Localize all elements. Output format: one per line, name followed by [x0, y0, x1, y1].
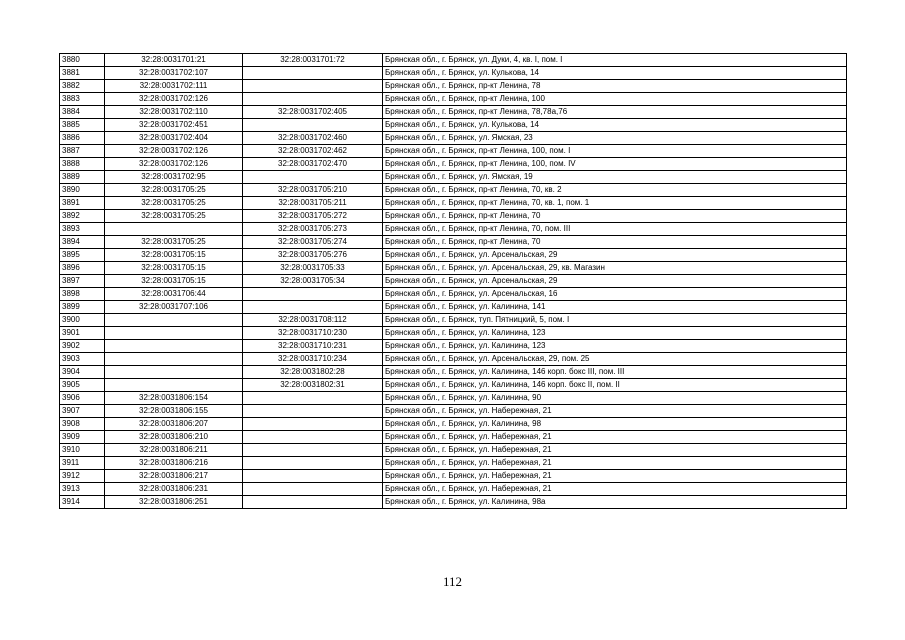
cadastral-number-cell: 32:28:0031705:25 — [105, 210, 243, 223]
table-row — [60, 171, 847, 184]
table-row — [60, 327, 847, 340]
row-number-cell: 3905 — [60, 379, 105, 392]
table-row — [60, 54, 847, 67]
table-row — [60, 457, 847, 470]
address-cell: Брянская обл., г. Брянск, ул. Калинина, 98а — [383, 496, 847, 509]
address-cell: Брянская обл., г. Брянск, ул. Ямская, 19 — [383, 171, 847, 184]
address-cell: Брянская обл., г. Брянск, ул. Набережная, 21 — [383, 444, 847, 457]
address-cell: Брянская обл., г. Брянск, ул. Калинина, 146 корп. бокс II, пом. II — [383, 379, 847, 392]
table-row — [60, 392, 847, 405]
row-number-cell: 3890 — [60, 184, 105, 197]
table-row — [60, 262, 847, 275]
table-row — [60, 405, 847, 418]
related-cadastral-number-cell — [243, 119, 383, 132]
row-number-cell: 3892 — [60, 210, 105, 223]
address-cell: Брянская обл., г. Брянск, ул. Калинина, 123 — [383, 340, 847, 353]
related-cadastral-number-cell: 32:28:0031710:230 — [243, 327, 383, 340]
cadastral-number-cell: 32:28:0031702:111 — [105, 80, 243, 93]
row-number-cell: 3902 — [60, 340, 105, 353]
address-cell: Брянская обл., г. Брянск, ул. Арсенальская, 29, пом. 25 — [383, 353, 847, 366]
address-cell: Брянская обл., г. Брянск, пр-кт Ленина, 70 — [383, 236, 847, 249]
cadastral-number-cell: 32:28:0031705:15 — [105, 275, 243, 288]
row-number-cell: 3903 — [60, 353, 105, 366]
cadastral-number-cell: 32:28:0031806:217 — [105, 470, 243, 483]
row-number-cell: 3897 — [60, 275, 105, 288]
row-number-cell: 3910 — [60, 444, 105, 457]
row-number-cell: 3893 — [60, 223, 105, 236]
row-number-cell: 3906 — [60, 392, 105, 405]
related-cadastral-number-cell — [243, 405, 383, 418]
address-cell: Брянская обл., г. Брянск, ул. Ямская, 23 — [383, 132, 847, 145]
table-row — [60, 496, 847, 509]
table-row — [60, 210, 847, 223]
cadastral-number-cell: 32:28:0031806:207 — [105, 418, 243, 431]
related-cadastral-number-cell: 32:28:0031705:273 — [243, 223, 383, 236]
table-row — [60, 418, 847, 431]
table-row — [60, 158, 847, 171]
address-cell: Брянская обл., г. Брянск, ул. Арсенальская, 16 — [383, 288, 847, 301]
property-registry-table — [59, 53, 847, 509]
cadastral-number-cell: 32:28:0031705:15 — [105, 262, 243, 275]
related-cadastral-number-cell: 32:28:0031705:274 — [243, 236, 383, 249]
row-number-cell: 3911 — [60, 457, 105, 470]
table-row — [60, 275, 847, 288]
registry-table-body — [60, 54, 847, 509]
table-row — [60, 106, 847, 119]
row-number-cell: 3884 — [60, 106, 105, 119]
related-cadastral-number-cell — [243, 288, 383, 301]
address-cell: Брянская обл., г. Брянск, пр-кт Ленина, 100, пом. I — [383, 145, 847, 158]
address-cell: Брянская обл., г. Брянск, ул. Набережная, 21 — [383, 470, 847, 483]
related-cadastral-number-cell: 32:28:0031802:28 — [243, 366, 383, 379]
address-cell: Брянская обл., г. Брянск, ул. Калинина, 146 корп. бокс III, пом. III — [383, 366, 847, 379]
table-row — [60, 353, 847, 366]
cadastral-number-cell: 32:28:0031702:404 — [105, 132, 243, 145]
related-cadastral-number-cell — [243, 67, 383, 80]
row-number-cell: 3908 — [60, 418, 105, 431]
related-cadastral-number-cell: 32:28:0031802:31 — [243, 379, 383, 392]
address-cell: Брянская обл., г. Брянск, пр-кт Ленина, 78 — [383, 80, 847, 93]
table-row — [60, 145, 847, 158]
table-row — [60, 80, 847, 93]
related-cadastral-number-cell: 32:28:0031701:72 — [243, 54, 383, 67]
cadastral-number-cell: 32:28:0031702:95 — [105, 171, 243, 184]
related-cadastral-number-cell — [243, 93, 383, 106]
cadastral-number-cell: 32:28:0031705:25 — [105, 184, 243, 197]
address-cell: Брянская обл., г. Брянск, ул. Кулькова, 14 — [383, 67, 847, 80]
address-cell: Брянская обл., г. Брянск, ул. Калинина, 90 — [383, 392, 847, 405]
table-row — [60, 366, 847, 379]
row-number-cell: 3901 — [60, 327, 105, 340]
row-number-cell: 3894 — [60, 236, 105, 249]
table-row — [60, 431, 847, 444]
address-cell: Брянская обл., г. Брянск, ул. Арсенальская, 29, кв. Магазин — [383, 262, 847, 275]
cadastral-number-cell — [105, 314, 243, 327]
table-row — [60, 132, 847, 145]
cadastral-number-cell: 32:28:0031705:25 — [105, 236, 243, 249]
related-cadastral-number-cell: 32:28:0031710:231 — [243, 340, 383, 353]
cadastral-number-cell: 32:28:0031702:126 — [105, 145, 243, 158]
related-cadastral-number-cell: 32:28:0031702:405 — [243, 106, 383, 119]
table-row — [60, 93, 847, 106]
row-number-cell: 3895 — [60, 249, 105, 262]
related-cadastral-number-cell: 32:28:0031705:33 — [243, 262, 383, 275]
related-cadastral-number-cell — [243, 171, 383, 184]
address-cell: Брянская обл., г. Брянск, ул. Арсенальская, 29 — [383, 249, 847, 262]
related-cadastral-number-cell: 32:28:0031705:211 — [243, 197, 383, 210]
related-cadastral-number-cell: 32:28:0031710:234 — [243, 353, 383, 366]
table-row — [60, 119, 847, 132]
address-cell: Брянская обл., г. Брянск, пр-кт Ленина, 70 — [383, 210, 847, 223]
cadastral-number-cell: 32:28:0031702:126 — [105, 93, 243, 106]
address-cell: Брянская обл., г. Брянск, ул. Калинина, 123 — [383, 327, 847, 340]
cadastral-number-cell: 32:28:0031702:451 — [105, 119, 243, 132]
address-cell: Брянская обл., г. Брянск, пр-кт Ленина, 100 — [383, 93, 847, 106]
row-number-cell: 3909 — [60, 431, 105, 444]
table-row — [60, 483, 847, 496]
row-number-cell: 3913 — [60, 483, 105, 496]
address-cell: Брянская обл., г. Брянск, ул. Арсенальская, 29 — [383, 275, 847, 288]
cadastral-number-cell: 32:28:0031806:211 — [105, 444, 243, 457]
cadastral-number-cell: 32:28:0031701:21 — [105, 54, 243, 67]
cadastral-number-cell: 32:28:0031702:110 — [105, 106, 243, 119]
related-cadastral-number-cell — [243, 431, 383, 444]
cadastral-number-cell: 32:28:0031806:216 — [105, 457, 243, 470]
related-cadastral-number-cell: 32:28:0031702:462 — [243, 145, 383, 158]
address-cell: Брянская обл., г. Брянск, ул. Набережная, 21 — [383, 431, 847, 444]
cadastral-number-cell: 32:28:0031707:106 — [105, 301, 243, 314]
row-number-cell: 3891 — [60, 197, 105, 210]
row-number-cell: 3880 — [60, 54, 105, 67]
row-number-cell: 3889 — [60, 171, 105, 184]
cadastral-number-cell: 32:28:0031806:251 — [105, 496, 243, 509]
related-cadastral-number-cell: 32:28:0031705:34 — [243, 275, 383, 288]
address-cell: Брянская обл., г. Брянск, пр-кт Ленина, 78,78а,76 — [383, 106, 847, 119]
related-cadastral-number-cell: 32:28:0031702:470 — [243, 158, 383, 171]
related-cadastral-number-cell — [243, 483, 383, 496]
row-number-cell: 3900 — [60, 314, 105, 327]
row-number-cell: 3886 — [60, 132, 105, 145]
row-number-cell: 3896 — [60, 262, 105, 275]
table-row — [60, 223, 847, 236]
related-cadastral-number-cell — [243, 457, 383, 470]
related-cadastral-number-cell — [243, 392, 383, 405]
address-cell: Брянская обл., г. Брянск, ул. Кулькова, 14 — [383, 119, 847, 132]
row-number-cell: 3907 — [60, 405, 105, 418]
cadastral-number-cell: 32:28:0031702:107 — [105, 67, 243, 80]
address-cell: Брянская обл., г. Брянск, пр-кт Ленина, 70, пом. III — [383, 223, 847, 236]
related-cadastral-number-cell: 32:28:0031702:460 — [243, 132, 383, 145]
table-row — [60, 67, 847, 80]
cadastral-number-cell: 32:28:0031806:231 — [105, 483, 243, 496]
address-cell: Брянская обл., г. Брянск, ул. Набережная, 21 — [383, 483, 847, 496]
table-row — [60, 444, 847, 457]
related-cadastral-number-cell — [243, 301, 383, 314]
table-row — [60, 197, 847, 210]
address-cell: Брянская обл., г. Брянск, пр-кт Ленина, 100, пом. IV — [383, 158, 847, 171]
cadastral-number-cell — [105, 327, 243, 340]
row-number-cell: 3887 — [60, 145, 105, 158]
table-row — [60, 184, 847, 197]
address-cell: Брянская обл., г. Брянск, ул. Калинина, 141 — [383, 301, 847, 314]
table-row — [60, 314, 847, 327]
table-row — [60, 301, 847, 314]
related-cadastral-number-cell: 32:28:0031705:210 — [243, 184, 383, 197]
row-number-cell: 3888 — [60, 158, 105, 171]
row-number-cell: 3912 — [60, 470, 105, 483]
cadastral-number-cell — [105, 366, 243, 379]
row-number-cell: 3883 — [60, 93, 105, 106]
row-number-cell: 3885 — [60, 119, 105, 132]
cadastral-number-cell: 32:28:0031806:155 — [105, 405, 243, 418]
table-row — [60, 379, 847, 392]
row-number-cell: 3882 — [60, 80, 105, 93]
row-number-cell: 3904 — [60, 366, 105, 379]
row-number-cell: 3899 — [60, 301, 105, 314]
cadastral-number-cell: 32:28:0031706:44 — [105, 288, 243, 301]
cadastral-number-cell: 32:28:0031705:15 — [105, 249, 243, 262]
cadastral-number-cell — [105, 340, 243, 353]
related-cadastral-number-cell — [243, 496, 383, 509]
cadastral-number-cell: 32:28:0031705:25 — [105, 197, 243, 210]
related-cadastral-number-cell: 32:28:0031705:276 — [243, 249, 383, 262]
cadastral-number-cell — [105, 353, 243, 366]
related-cadastral-number-cell — [243, 444, 383, 457]
related-cadastral-number-cell: 32:28:0031705:272 — [243, 210, 383, 223]
table-row — [60, 470, 847, 483]
cadastral-number-cell — [105, 223, 243, 236]
cadastral-number-cell: 32:28:0031806:210 — [105, 431, 243, 444]
table-row — [60, 340, 847, 353]
table-row — [60, 288, 847, 301]
address-cell: Брянская обл., г. Брянск, ул. Набережная, 21 — [383, 457, 847, 470]
related-cadastral-number-cell — [243, 418, 383, 431]
row-number-cell: 3898 — [60, 288, 105, 301]
address-cell: Брянская обл., г. Брянск, ул. Набережная, 21 — [383, 405, 847, 418]
cadastral-number-cell: 32:28:0031806:154 — [105, 392, 243, 405]
address-cell: Брянская обл., г. Брянск, ул. Калинина, 98 — [383, 418, 847, 431]
related-cadastral-number-cell: 32:28:0031708:112 — [243, 314, 383, 327]
related-cadastral-number-cell — [243, 80, 383, 93]
address-cell: Брянская обл., г. Брянск, туп. Пятницкий, 5, пом. I — [383, 314, 847, 327]
page-number: 112 — [442, 574, 463, 589]
related-cadastral-number-cell — [243, 470, 383, 483]
row-number-cell: 3914 — [60, 496, 105, 509]
address-cell: Брянская обл., г. Брянск, пр-кт Ленина, 70, кв. 1, пом. 1 — [383, 197, 847, 210]
address-cell: Брянская обл., г. Брянск, пр-кт Ленина, 70, кв. 2 — [383, 184, 847, 197]
table-row — [60, 236, 847, 249]
cadastral-number-cell — [105, 379, 243, 392]
row-number-cell: 3881 — [60, 67, 105, 80]
cadastral-number-cell: 32:28:0031702:126 — [105, 158, 243, 171]
table-row — [60, 249, 847, 262]
address-cell: Брянская обл., г. Брянск, ул. Дуки, 4, кв. I, пом. I — [383, 54, 847, 67]
